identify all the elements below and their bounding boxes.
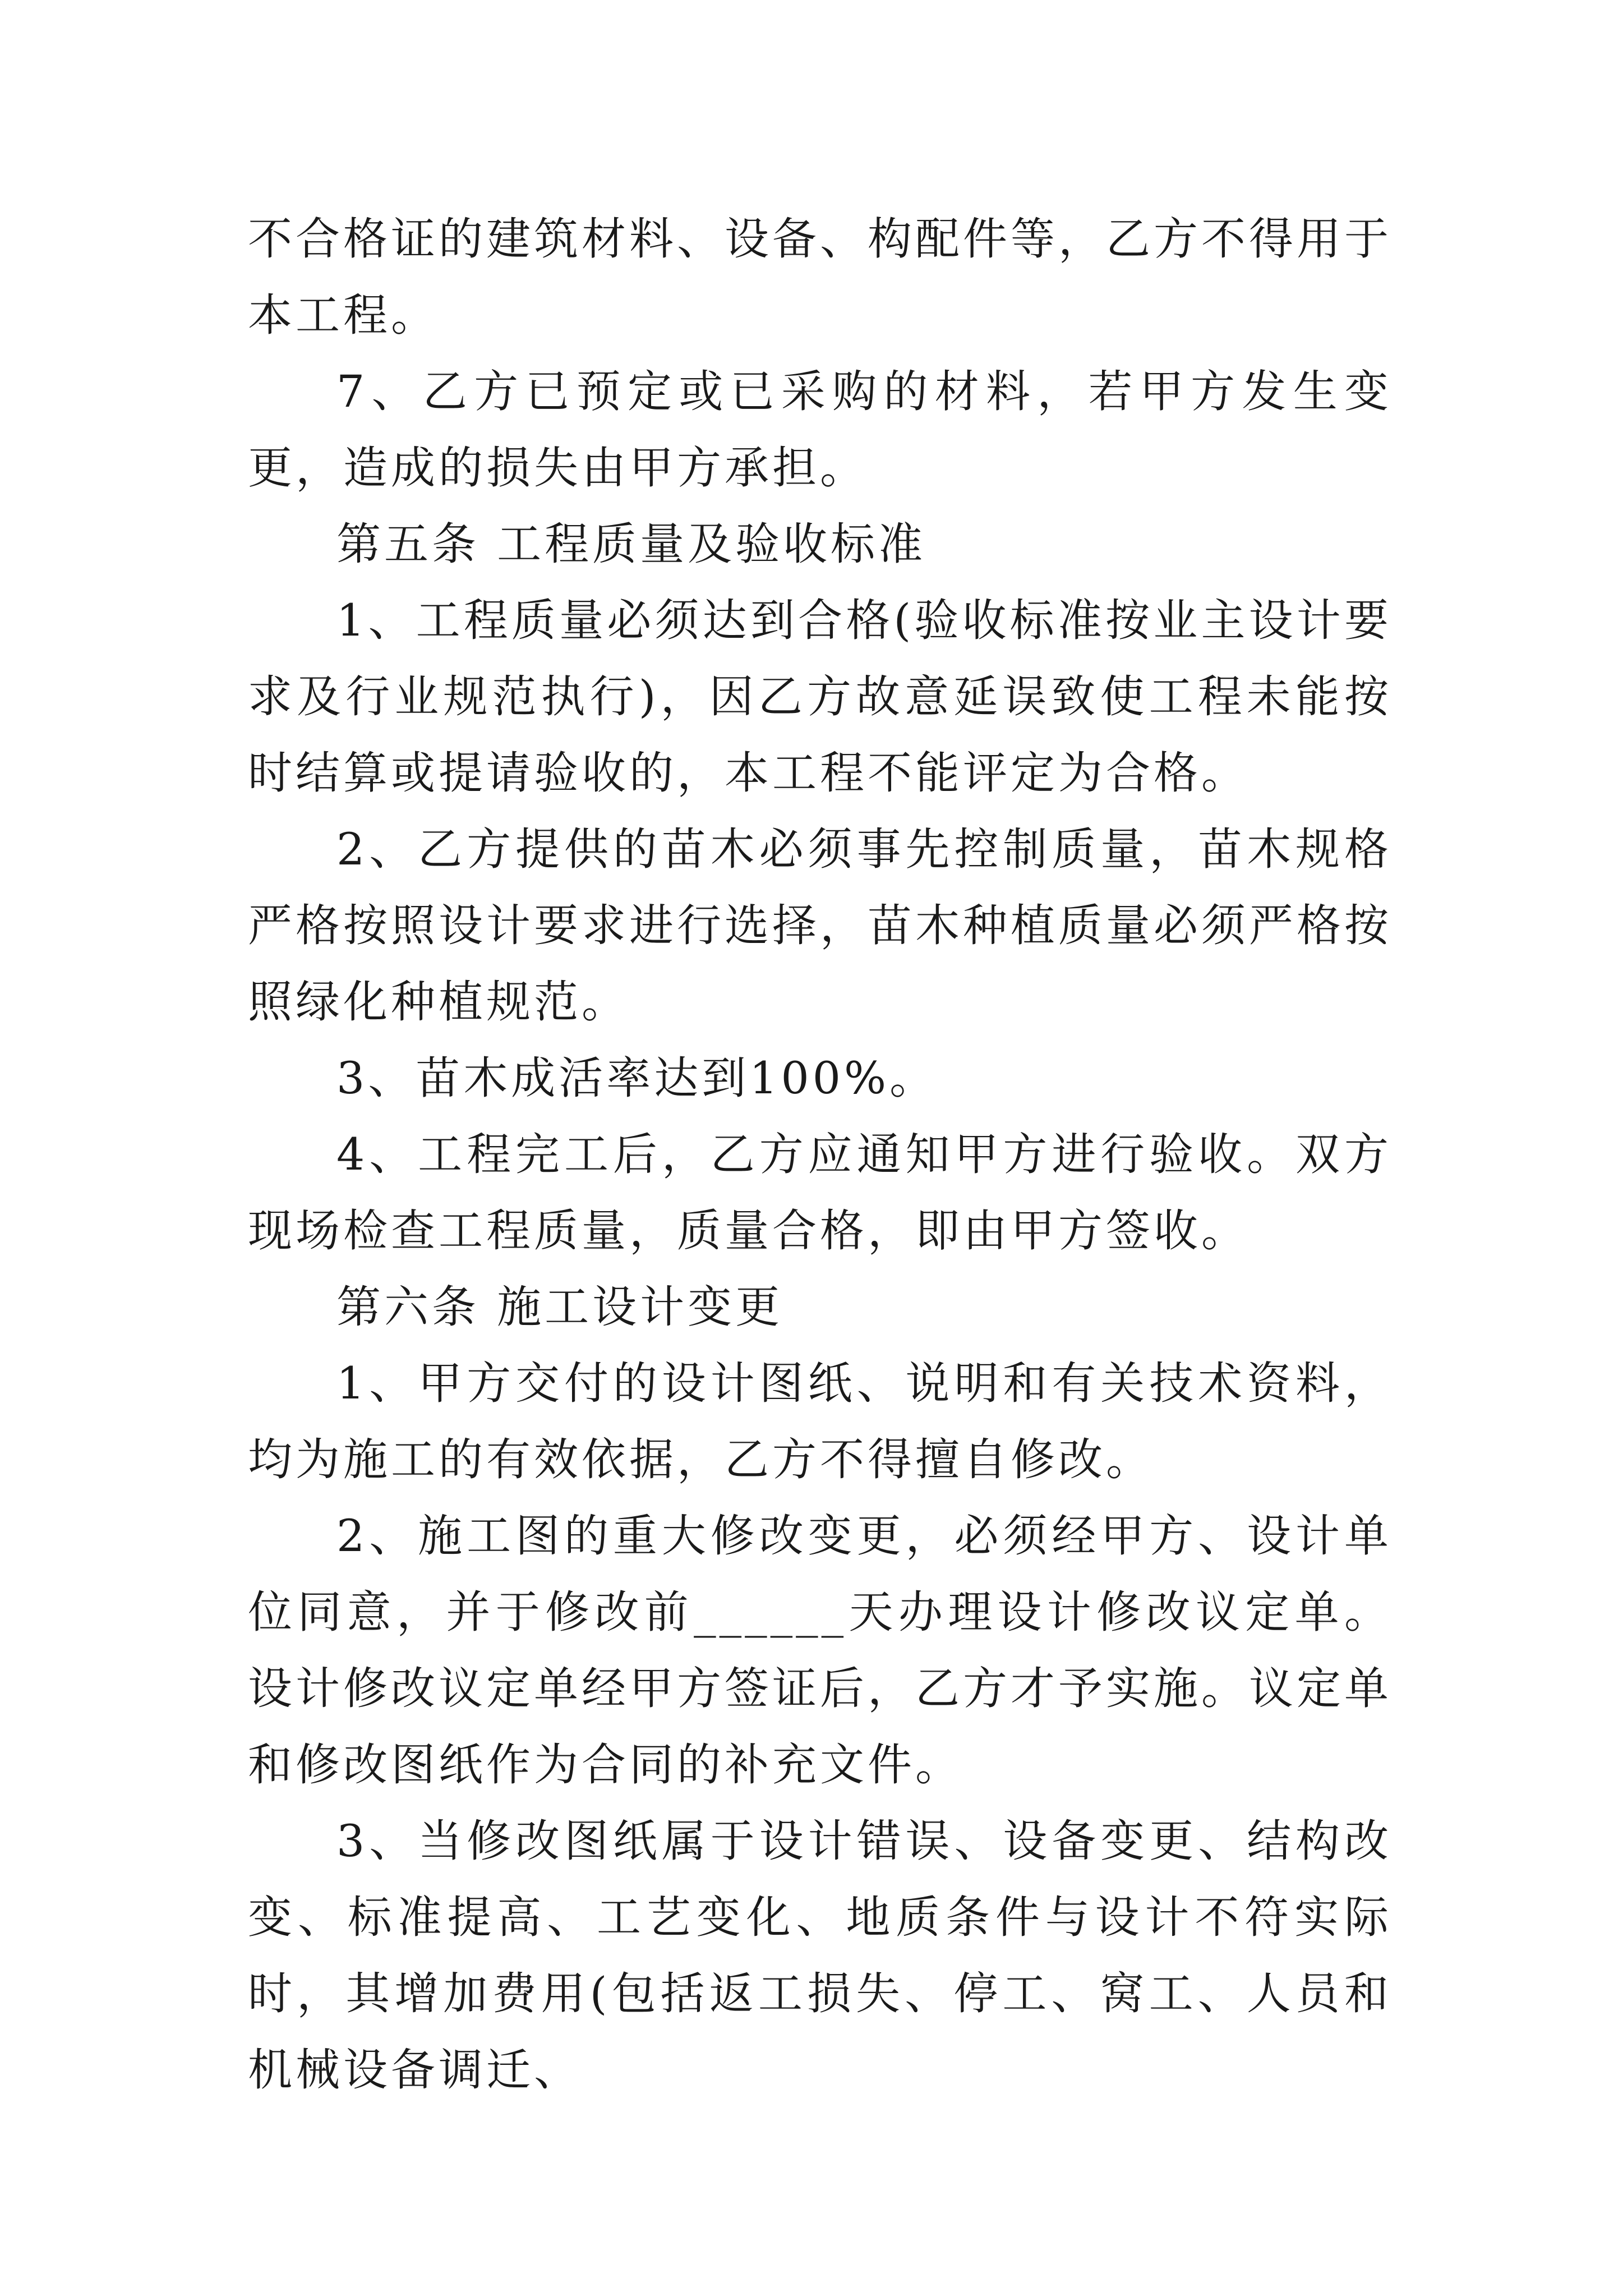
paragraph-clause-6-2: 2、施工图的重大修改变更，必须经甲方、设计单位同意，并于修改前______天办理设计修改议定单。设计修改议定单经甲方签证后，乙方才予实施。议定单和修改图纸作为合同的补充文件。: [248, 1510, 1392, 1791]
section-heading-article-6: 第六条 施工设计变更: [336, 1281, 783, 1333]
document-body: [248, 201, 1392, 2108]
paragraph-continuation: 不合格证的建筑材料、设备、构配件等，乙方不得用于本工程。: [248, 213, 1392, 341]
paragraph-clause-5-4: 4、工程完工后，乙方应通知甲方进行验收。双方现场检查工程质量，质量合格，即由甲方签收。: [248, 1129, 1392, 1257]
paragraph-clause-4-7: 7、乙方已预定或已采购的材料，若甲方发生变更，造成的损失由甲方承担。: [248, 366, 1392, 494]
section-heading-article-5: 第五条 工程质量及验收标准: [336, 518, 926, 570]
paragraph-clause-5-2: 2、乙方提供的苗木必须事先控制质量，苗木规格严格按照设计要求进行选择，苗木种植质量必须严格按照绿化种植规范。: [248, 823, 1392, 1028]
paragraph-clause-6-1: 1、甲方交付的设计图纸、说明和有关技术资料，均为施工的有效依据，乙方不得擅自修改。: [248, 1358, 1392, 1485]
paragraph-clause-6-3: 3、当修改图纸属于设计错误、设备变更、结构改变、标准提高、工艺变化、地质条件与设计不符实际时，其增加费用(包括返工损失、停工、窝工、人员和机械设备调迁、: [248, 1815, 1392, 2096]
paragraph-clause-5-1: 1、工程质量必须达到合格(验收标准按业主设计要求及行业规范执行)，因乙方故意延误致使工程未能按时结算或提请验收的，本工程不能评定为合格。: [248, 595, 1392, 799]
paragraph-clause-5-3: 3、苗木成活率达到100%。: [336, 1052, 938, 1104]
